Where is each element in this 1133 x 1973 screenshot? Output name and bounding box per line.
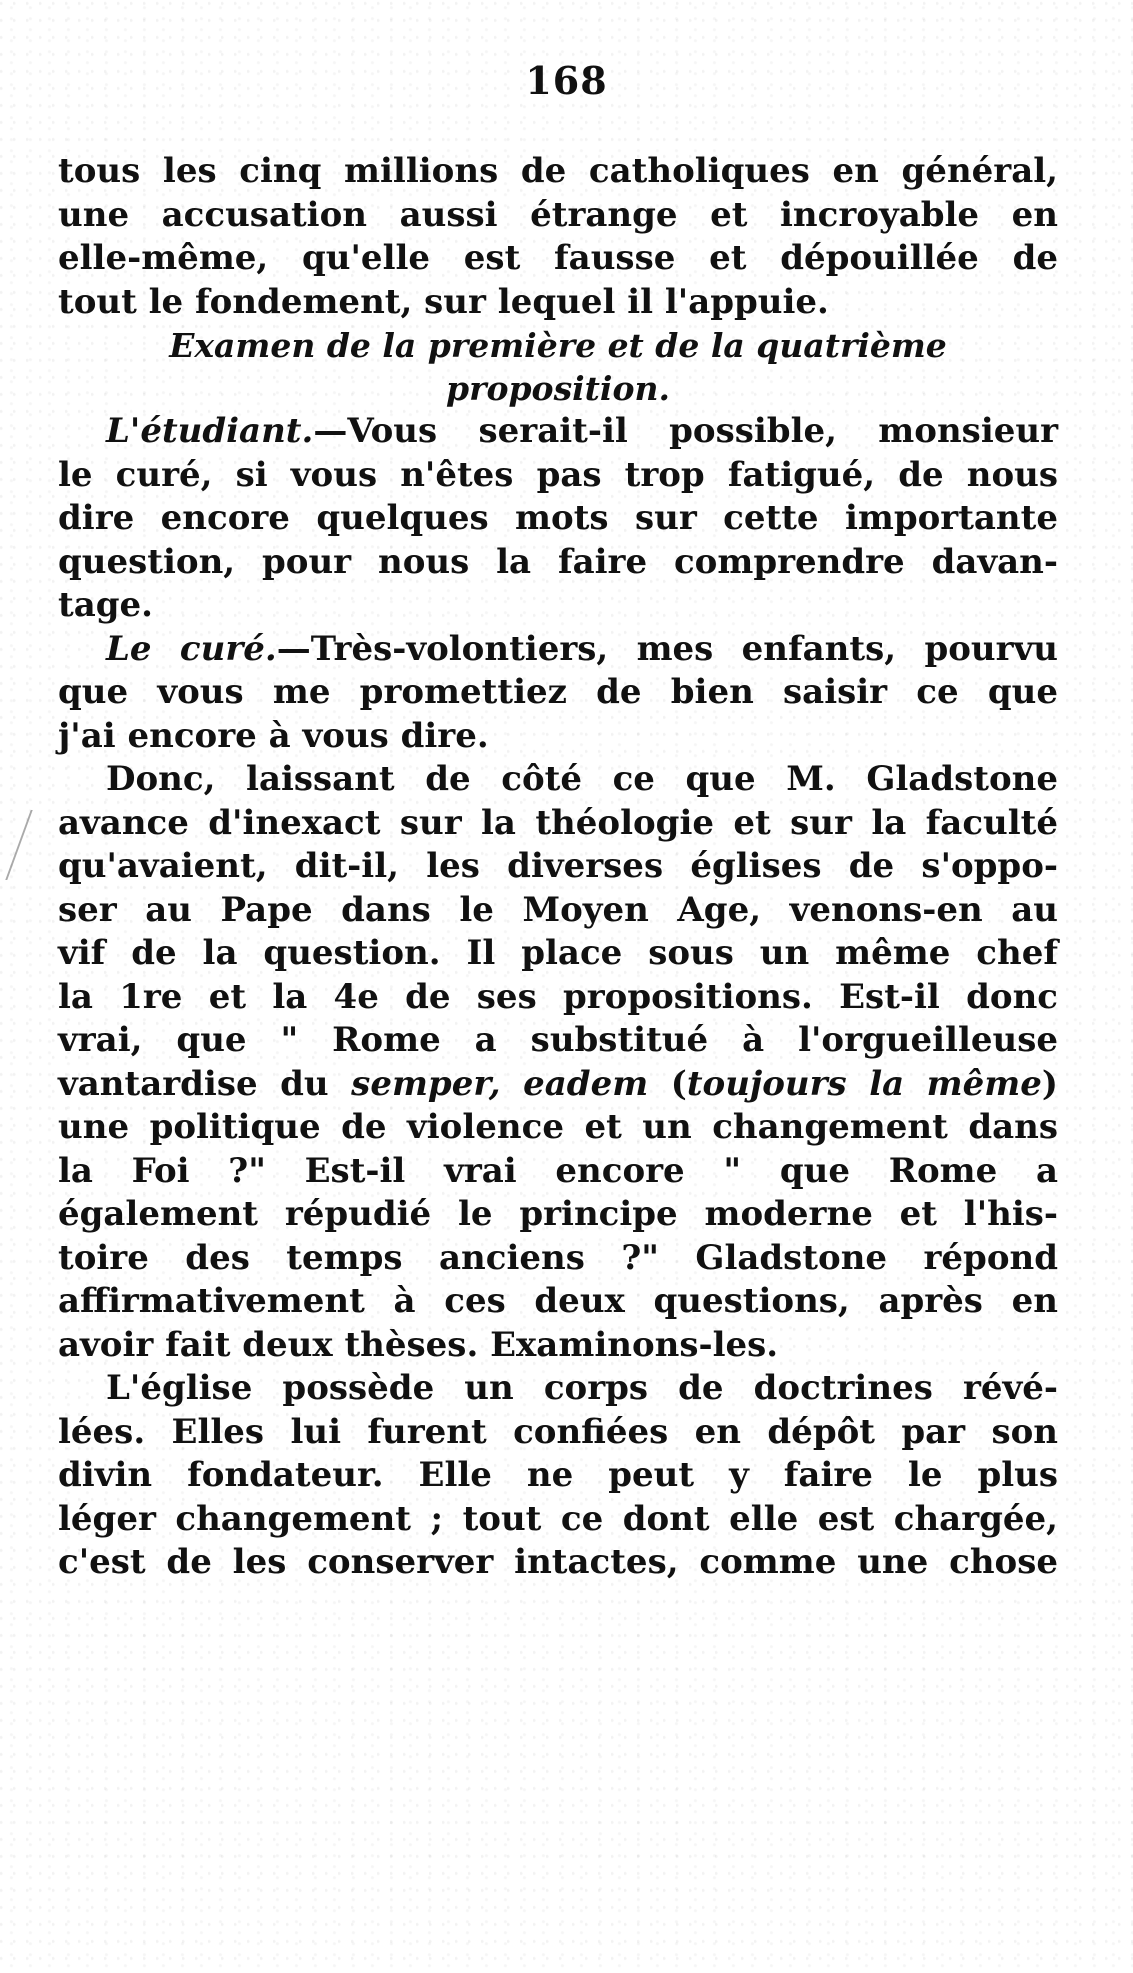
text-line: dire encore quelques mots sur cette importante: [58, 498, 1058, 538]
text-line: toire des temps anciens ?" Gladstone répond: [58, 1237, 1058, 1278]
text-line: j'ai encore à vous dire.: [58, 715, 489, 756]
speaker-cure: Le curé.: [106, 628, 277, 669]
text-line: vrai, que " Rome a substitué à l'orgueilleuse: [58, 1020, 1058, 1060]
semper-eadem-line: [58, 1063, 1058, 1107]
text-line: Donc, laissant de côté ce que M. Gladstone: [106, 759, 1058, 799]
student-speech: —Vous serait-il possible, monsieur: [313, 411, 1058, 451]
text-line: la 1re et la 4e de ses propositions. Est-il donc: [58, 976, 1058, 1017]
text-line: question, pour nous la faire comprendre davan-: [58, 541, 1058, 582]
text-fragment: (: [648, 1063, 687, 1104]
text-line: vif de la question. Il place sous un même chef: [58, 933, 1058, 973]
text-line: tage.: [58, 585, 153, 625]
text-line: elle-même, qu'elle est fausse et dépouillée de: [58, 238, 1058, 278]
text-fragment: ): [1041, 1063, 1058, 1104]
text-line: une politique de violence et un changement dans: [58, 1107, 1058, 1147]
text-line: une accusation aussi étrange et incroyable en: [58, 194, 1058, 235]
text-line: également répudié le principe moderne et l'his-: [58, 1194, 1058, 1234]
text-line: affirmativement à ces deux questions, après en: [58, 1281, 1058, 1321]
page-number: 168: [525, 58, 608, 103]
text-line: c'est de les conserver intactes, comme une chose: [58, 1542, 1058, 1582]
section-heading-cont: proposition.: [446, 369, 670, 408]
text-line: avance d'inexact sur la théologie et sur la faculté: [58, 802, 1058, 843]
text-line: ser au Pape dans le Moyen Age, venons-en au: [58, 889, 1058, 930]
speaker-student: L'étudiant.: [106, 411, 314, 451]
dialogue-line-student: [58, 410, 1058, 454]
dialogue-line-cure: [58, 628, 1058, 672]
text-line: que vous me promettiez de bien saisir ce que: [58, 672, 1058, 712]
text-line: avoir fait deux thèses. Examinons-les.: [58, 1324, 779, 1365]
cure-speech: —Très-volontiers, mes enfants, pourvu: [276, 628, 1058, 669]
text-fragment: vantardise du: [58, 1063, 352, 1104]
translation-phrase: toujours la même: [686, 1063, 1042, 1104]
text-line: la Foi ?" Est-il vrai encore " que Rome a: [58, 1150, 1058, 1191]
margin-mark: [5, 810, 58, 880]
page-body: [58, 150, 1058, 1585]
text-line: tous les cinq millions de catholiques en général,: [58, 151, 1058, 191]
text-line: lées. Elles lui furent confiées en dépôt par son: [58, 1411, 1058, 1452]
text-line: L'église possède un corps de doctrines révé-: [106, 1368, 1058, 1408]
latin-phrase: semper, eadem: [351, 1063, 649, 1104]
text-line: divin fondateur. Elle ne peut y faire le plus: [58, 1455, 1058, 1495]
text-line: léger changement ; tout ce dont elle est chargée,: [58, 1498, 1058, 1539]
text-line: le curé, si vous n'êtes pas trop fatigué, de nous: [58, 454, 1058, 495]
text-line: qu'avaient, dit-il, les diverses églises de s'oppo-: [58, 846, 1058, 886]
section-heading: Examen de la première et de la quatrième: [169, 326, 947, 365]
text-line: tout le fondement, sur lequel il l'appuie.: [58, 281, 829, 322]
